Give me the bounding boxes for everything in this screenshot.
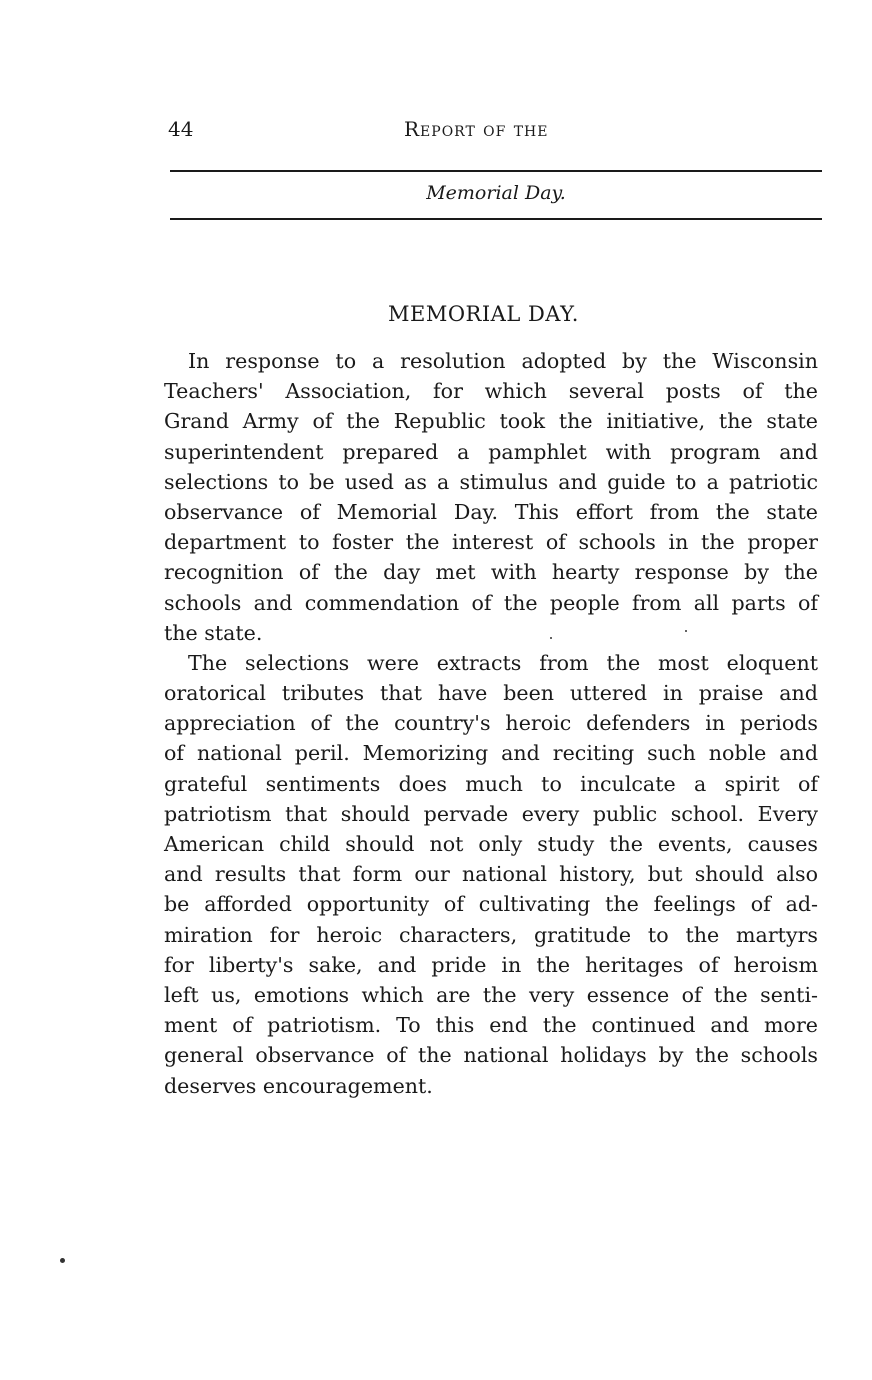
text-line: patriotism that should pervade every public school. Every — [164, 801, 818, 826]
text-line: department to foster the interest of schools in the proper — [164, 530, 818, 555]
text-line: be afforded opportunity of cultivating the feelings of ad- — [164, 892, 818, 917]
text-line: deserves encouragement. — [164, 1073, 433, 1098]
text-line: the state. — [164, 620, 263, 645]
text-line: miration for heroic characters, gratitude to the martyrs — [164, 922, 818, 947]
paragraph-1 — [164, 346, 818, 648]
text-line: selections to be used as a stimulus and guide to a patriotic — [164, 469, 818, 494]
text-line: The selections were extracts from the most eloquent — [188, 650, 818, 675]
text-line: In response to a resolution adopted by the Wisconsin — [188, 349, 818, 373]
article-title: MEMORIAL DAY. — [388, 302, 579, 326]
text-line: Teachers' Association, for which several posts of the — [164, 379, 818, 404]
header-rule-bottom — [170, 218, 822, 220]
text-line: appreciation of the country's heroic defenders in periods — [164, 711, 818, 736]
paper-speck — [550, 637, 552, 639]
text-line: of national peril. Memorizing and reciting such noble and — [164, 741, 818, 766]
running-head: Report of the — [404, 117, 549, 141]
text-line: American child should not only study the events, causes — [164, 832, 818, 856]
text-line: schools and commendation of the people from all parts of — [164, 590, 818, 615]
text-line: ment of patriotism. To this end the continued and more — [164, 1013, 818, 1038]
page-number: 44 — [168, 117, 194, 141]
text-line: oratorical tributes that have been uttered in praise and — [164, 681, 818, 706]
paper-speck — [685, 630, 687, 632]
text-line: and results that form our national history, but should also — [164, 862, 818, 887]
section-head: Memorial Day. — [426, 182, 566, 204]
text-line: superintendent prepared a pamphlet with program and — [164, 439, 818, 464]
text-line: grateful sentiments does much to inculcate a spirit of — [164, 771, 818, 796]
text-line: left us, emotions which are the very essence of the senti- — [164, 982, 818, 1007]
text-line: recognition of the day met with hearty response by the — [164, 560, 818, 585]
text-line: general observance of the national holidays by the schools — [164, 1043, 818, 1068]
paragraph-2 — [164, 648, 818, 1101]
text-line: for liberty's sake, and pride in the heritages of heroism — [164, 952, 818, 977]
paper-speck — [60, 1258, 65, 1263]
text-line: Grand Army of the Republic took the initiative, the state — [164, 409, 818, 434]
header-rule-top — [170, 170, 822, 172]
article-body — [164, 346, 818, 1101]
text-line: observance of Memorial Day. This effort from the state — [164, 499, 818, 524]
